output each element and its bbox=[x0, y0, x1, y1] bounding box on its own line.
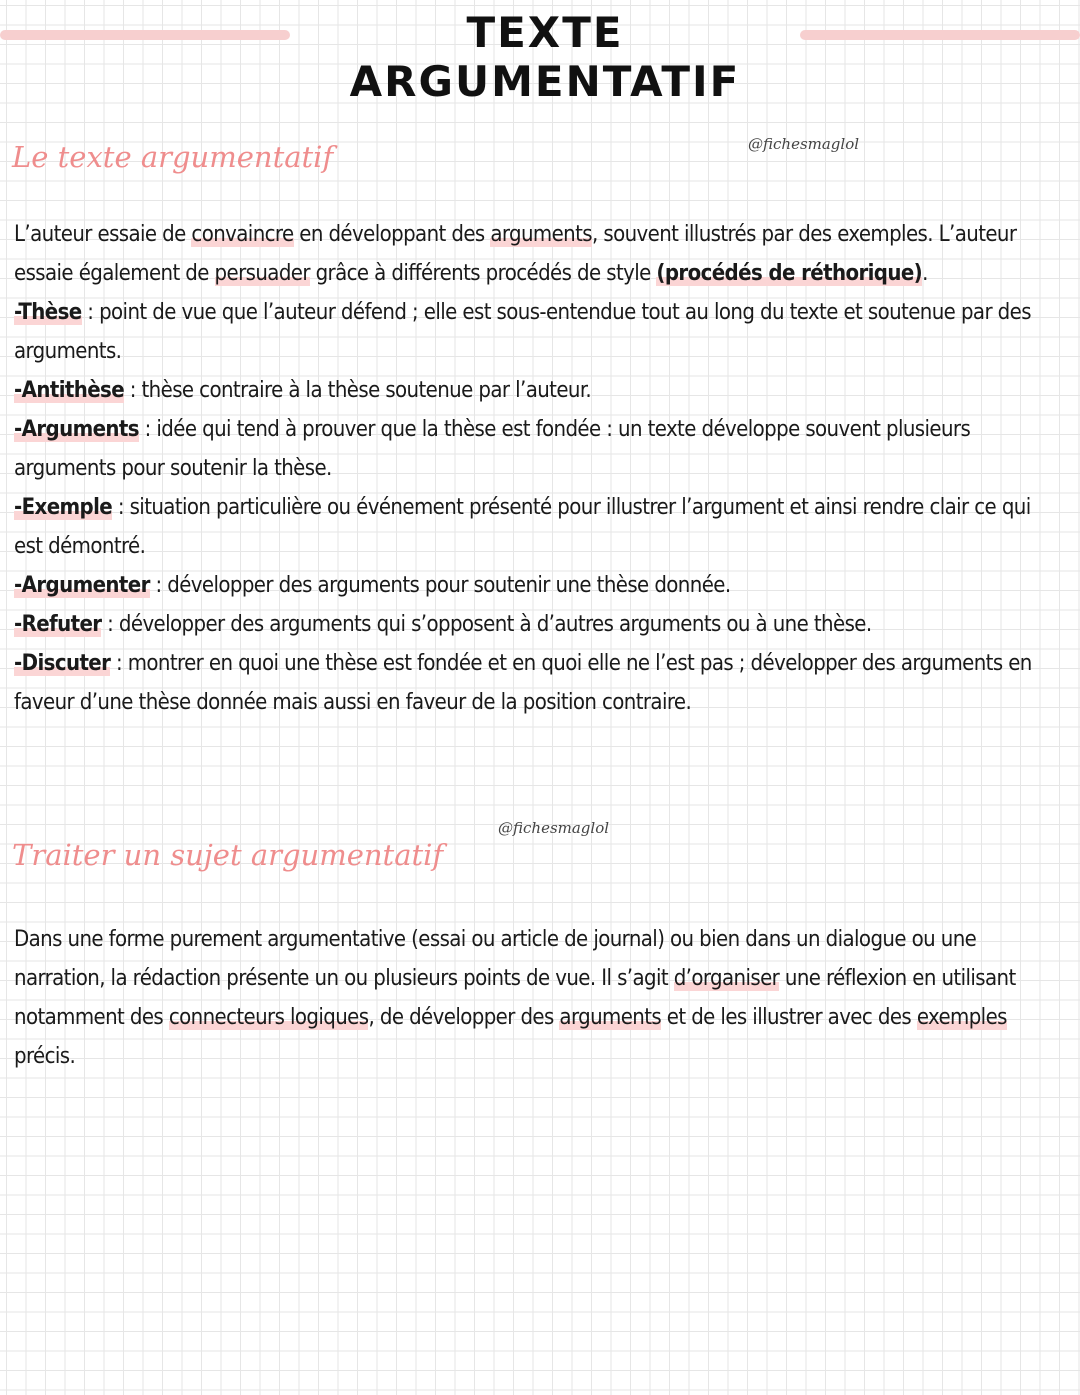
paragraph-text: et de les illustrer avec des bbox=[661, 1005, 917, 1030]
intro-text: en développant des bbox=[293, 222, 491, 247]
highlight-persuader: persuader bbox=[214, 261, 310, 286]
definition-text: : développer des arguments qui s’opposent à d’autres arguments ou à une thèse. bbox=[101, 612, 872, 637]
intro-paragraph bbox=[14, 215, 1044, 293]
definition-antithese bbox=[14, 371, 1044, 410]
paragraph-text: , de développer des bbox=[368, 1005, 560, 1030]
highlight-arguments: arguments bbox=[490, 222, 592, 247]
highlight-arguments: arguments bbox=[559, 1005, 662, 1030]
intro-text: , souvent illustrés par des exemples. L’auteur essaie également de bbox=[14, 222, 1017, 286]
page-title: TEXTE ARGUMENTATIF bbox=[349, 8, 741, 106]
definition-refuter bbox=[14, 605, 1044, 644]
paragraph-text: précis. bbox=[14, 1044, 76, 1069]
definition-arguments bbox=[14, 410, 1044, 488]
definition-text: : situation particulière ou événement présenté pour illustrer l’argument et ainsi rendre clair ce qui est démontré. bbox=[14, 495, 1031, 559]
definition-text: : thèse contraire à la thèse soutenue par l’auteur. bbox=[124, 378, 592, 403]
intro-text: grâce à différents procédés de style bbox=[309, 261, 657, 286]
definition-term: -Arguments bbox=[14, 417, 139, 442]
definition-these bbox=[14, 293, 1044, 371]
section-heading-texte-argumentatif: Le texte argumentatif bbox=[12, 140, 334, 174]
definition-text: : montrer en quoi une thèse est fondée et en quoi elle ne l’est pas ; développer des arguments en faveur d’une thèse donnée mais aussi en faveur de la position contraire. bbox=[14, 651, 1032, 715]
definition-term: -Exemple bbox=[14, 495, 113, 520]
definition-exemple bbox=[14, 488, 1044, 566]
paragraph-text: une réflexion en utilisant notamment des bbox=[14, 966, 1016, 1030]
definition-text: : point de vue que l’auteur défend ; elle est sous-entendue tout au long du texte et soutenue par des arguments. bbox=[14, 300, 1031, 364]
definition-discuter bbox=[14, 644, 1044, 722]
section-heading-traiter-sujet: Traiter un sujet argumentatif bbox=[12, 838, 444, 872]
highlight-connecteurs: connecteurs logiques bbox=[168, 1005, 369, 1030]
section1-body bbox=[14, 215, 1044, 722]
paragraph-text: Dans une forme purement argumentative (essai ou article de journal) ou bien dans un dialogue ou une narration, la rédaction présente un ou plusieurs points de vue. Il s’agit bbox=[14, 927, 977, 991]
definition-argumenter bbox=[14, 566, 1044, 605]
intro-text: . bbox=[922, 261, 928, 286]
highlight-exemples: exemples bbox=[916, 1005, 1007, 1030]
title-bar-left-decoration bbox=[0, 30, 290, 40]
section2-paragraph bbox=[14, 920, 1044, 1076]
definition-term: -Discuter bbox=[14, 651, 111, 676]
watermark-2: @fichesmaglol bbox=[498, 819, 610, 837]
highlight-procedes: (procédés de réthorique) bbox=[656, 261, 923, 286]
highlight-organiser: d’organiser bbox=[673, 966, 780, 991]
definition-term: -Antithèse bbox=[14, 378, 125, 403]
intro-text: L’auteur essaie de bbox=[14, 222, 192, 247]
definition-term: -Refuter bbox=[14, 612, 102, 637]
definition-term: -Thèse bbox=[14, 300, 82, 325]
watermark-1: @fichesmaglol bbox=[748, 135, 860, 153]
definition-text: : développer des arguments pour soutenir une thèse donnée. bbox=[149, 573, 731, 598]
section2-body bbox=[14, 920, 1044, 1076]
definition-text: : idée qui tend à prouver que la thèse est fondée : un texte développe souvent plusieurs arguments pour soutenir la thèse. bbox=[14, 417, 971, 481]
definition-term: -Argumenter bbox=[14, 573, 150, 598]
highlight-convaincre: convaincre bbox=[191, 222, 294, 247]
title-bar-right-decoration bbox=[800, 30, 1080, 40]
